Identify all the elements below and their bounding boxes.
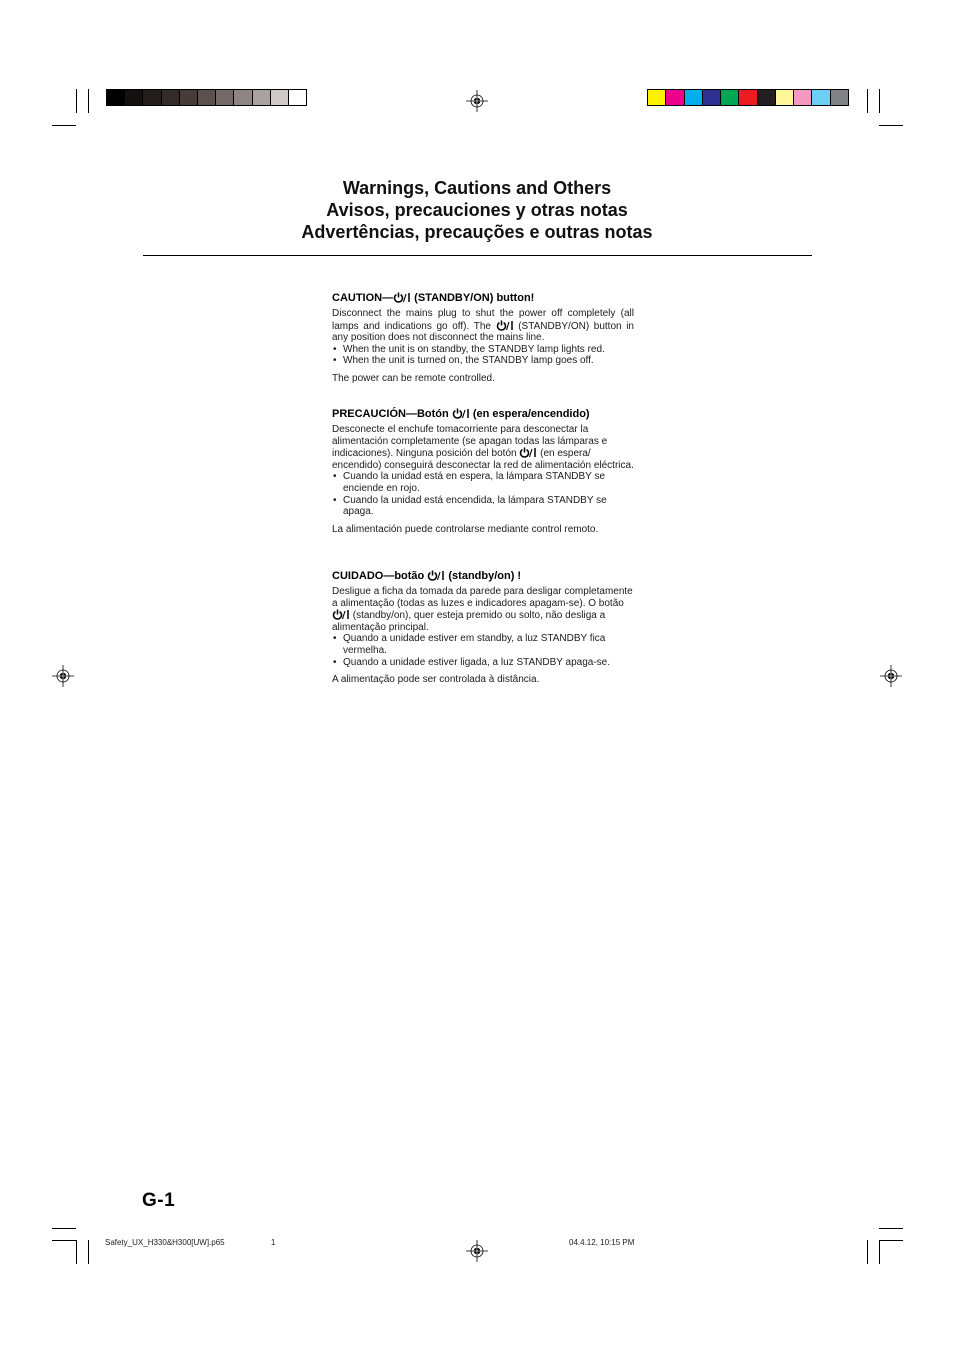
color-swatch xyxy=(794,90,812,105)
standby-on-power-icon xyxy=(393,292,411,303)
color-swatch xyxy=(721,90,739,105)
color-swatch xyxy=(758,90,776,105)
section-heading: CUIDADO—botão (standby/on) ! xyxy=(332,570,522,582)
standby-on-power-icon xyxy=(496,320,514,331)
color-swatch xyxy=(648,90,666,105)
section-heading: PRECAUCIÓN—Botón (en espera/encendido) xyxy=(332,408,590,420)
title-spanish: Avisos, precauciones y otras notas xyxy=(326,200,628,220)
color-swatch xyxy=(234,90,252,105)
gray-calibration-bar xyxy=(106,89,307,106)
registration-crosshair-icon xyxy=(880,665,902,687)
list-item: • Cuando la unidad está en espera, la lámpara STANDBY se enciende en rojo. xyxy=(332,471,634,494)
color-swatch xyxy=(703,90,721,105)
crop-mark xyxy=(879,1240,880,1264)
registration-crosshair-icon xyxy=(52,665,74,687)
section-heading: CAUTION— (STANDBY/ON) button! xyxy=(332,292,535,304)
section-paragraph: Desligue a ficha da tomada da parede para desligar completamente a alimentação (todas as luzes e indicadores apagam-se). O botão (standby/on), quer esteja premido ou solto, não desliga a alimentação principal. xyxy=(332,586,633,633)
footer-filename: Safety_UX_H330&H300[UW].p65 xyxy=(105,1238,225,1247)
list-item: • Cuando la unidad está encendida, la lámpara STANDBY se apaga. xyxy=(332,495,634,518)
page-titles xyxy=(0,177,954,243)
section-note: La alimentación puede controlarse mediante control remoto. xyxy=(332,523,599,535)
color-swatch xyxy=(666,90,684,105)
color-swatch xyxy=(143,90,161,105)
list-item: • Quando a unidade estiver em standby, a luz STANDBY fica vermelha. xyxy=(332,633,634,656)
color-calibration-bar xyxy=(647,89,849,106)
crop-mark xyxy=(76,89,77,113)
color-swatch xyxy=(812,90,830,105)
color-swatch xyxy=(162,90,180,105)
standby-on-power-icon xyxy=(332,609,350,620)
color-swatch xyxy=(198,90,216,105)
crop-mark xyxy=(879,125,903,126)
section-portuguese xyxy=(332,570,634,686)
crop-mark xyxy=(879,89,880,113)
registration-crosshair-icon xyxy=(466,90,488,112)
bullet-list xyxy=(332,344,634,367)
footer-page: 1 xyxy=(271,1238,276,1247)
color-swatch xyxy=(216,90,234,105)
section-paragraph: Desconecte el enchufe tomacorriente para desconectar la alimentación completamente (se apagan todas las lámparas e indicaciones). Ninguna posición del botón (en espera/ encendido) conseguirá desconectar la red de alimentación eléctrica. xyxy=(332,424,634,471)
color-swatch xyxy=(107,90,125,105)
registration-crosshair-icon xyxy=(466,1240,488,1262)
title-portuguese: Advertências, precauções e outras notas xyxy=(301,222,653,242)
crop-mark xyxy=(52,125,76,126)
color-swatch xyxy=(776,90,794,105)
crop-mark xyxy=(88,1240,89,1264)
color-swatch xyxy=(739,90,757,105)
color-swatch xyxy=(253,90,271,105)
color-swatch xyxy=(685,90,703,105)
crop-mark xyxy=(867,89,868,113)
section-note: A alimentação pode ser controlada à distância. xyxy=(332,674,540,686)
page-number: G-1 xyxy=(142,1190,176,1211)
crop-mark xyxy=(879,1228,903,1229)
standby-on-power-icon xyxy=(452,408,470,419)
standby-on-power-icon xyxy=(427,570,445,581)
bullet-list xyxy=(332,471,634,517)
crop-mark xyxy=(76,1240,77,1264)
footer-timestamp: 04.4.12, 10:15 PM xyxy=(569,1238,635,1247)
title-english: Warnings, Cautions and Others xyxy=(342,178,612,198)
crop-mark xyxy=(879,1240,903,1241)
section-note: The power can be remote controlled. xyxy=(332,372,495,384)
color-swatch xyxy=(271,90,289,105)
crop-mark xyxy=(52,1228,76,1229)
standby-on-power-icon xyxy=(519,447,537,458)
color-swatch xyxy=(180,90,198,105)
color-swatch xyxy=(289,90,306,105)
list-item: • When the unit is on standby, the STANDBY lamp lights red. xyxy=(332,344,634,356)
list-item: • When the unit is turned on, the STANDBY lamp goes off. xyxy=(332,355,634,367)
title-divider xyxy=(143,255,812,256)
section-paragraph: Disconnect the mains plug to shut the power off completely (all lamps and indications go off). The (STANDBY/ON) button in any position does not disconnect the mains line. xyxy=(332,308,634,344)
list-item: • Quando a unidade estiver ligada, a luz STANDBY apaga-se. xyxy=(332,657,634,669)
color-swatch xyxy=(831,90,848,105)
crop-mark xyxy=(867,1240,868,1264)
bullet-list xyxy=(332,633,634,668)
color-swatch xyxy=(125,90,143,105)
crop-mark xyxy=(52,1240,76,1241)
section-english xyxy=(332,292,634,385)
section-spanish xyxy=(332,408,634,535)
crop-mark xyxy=(88,89,89,113)
